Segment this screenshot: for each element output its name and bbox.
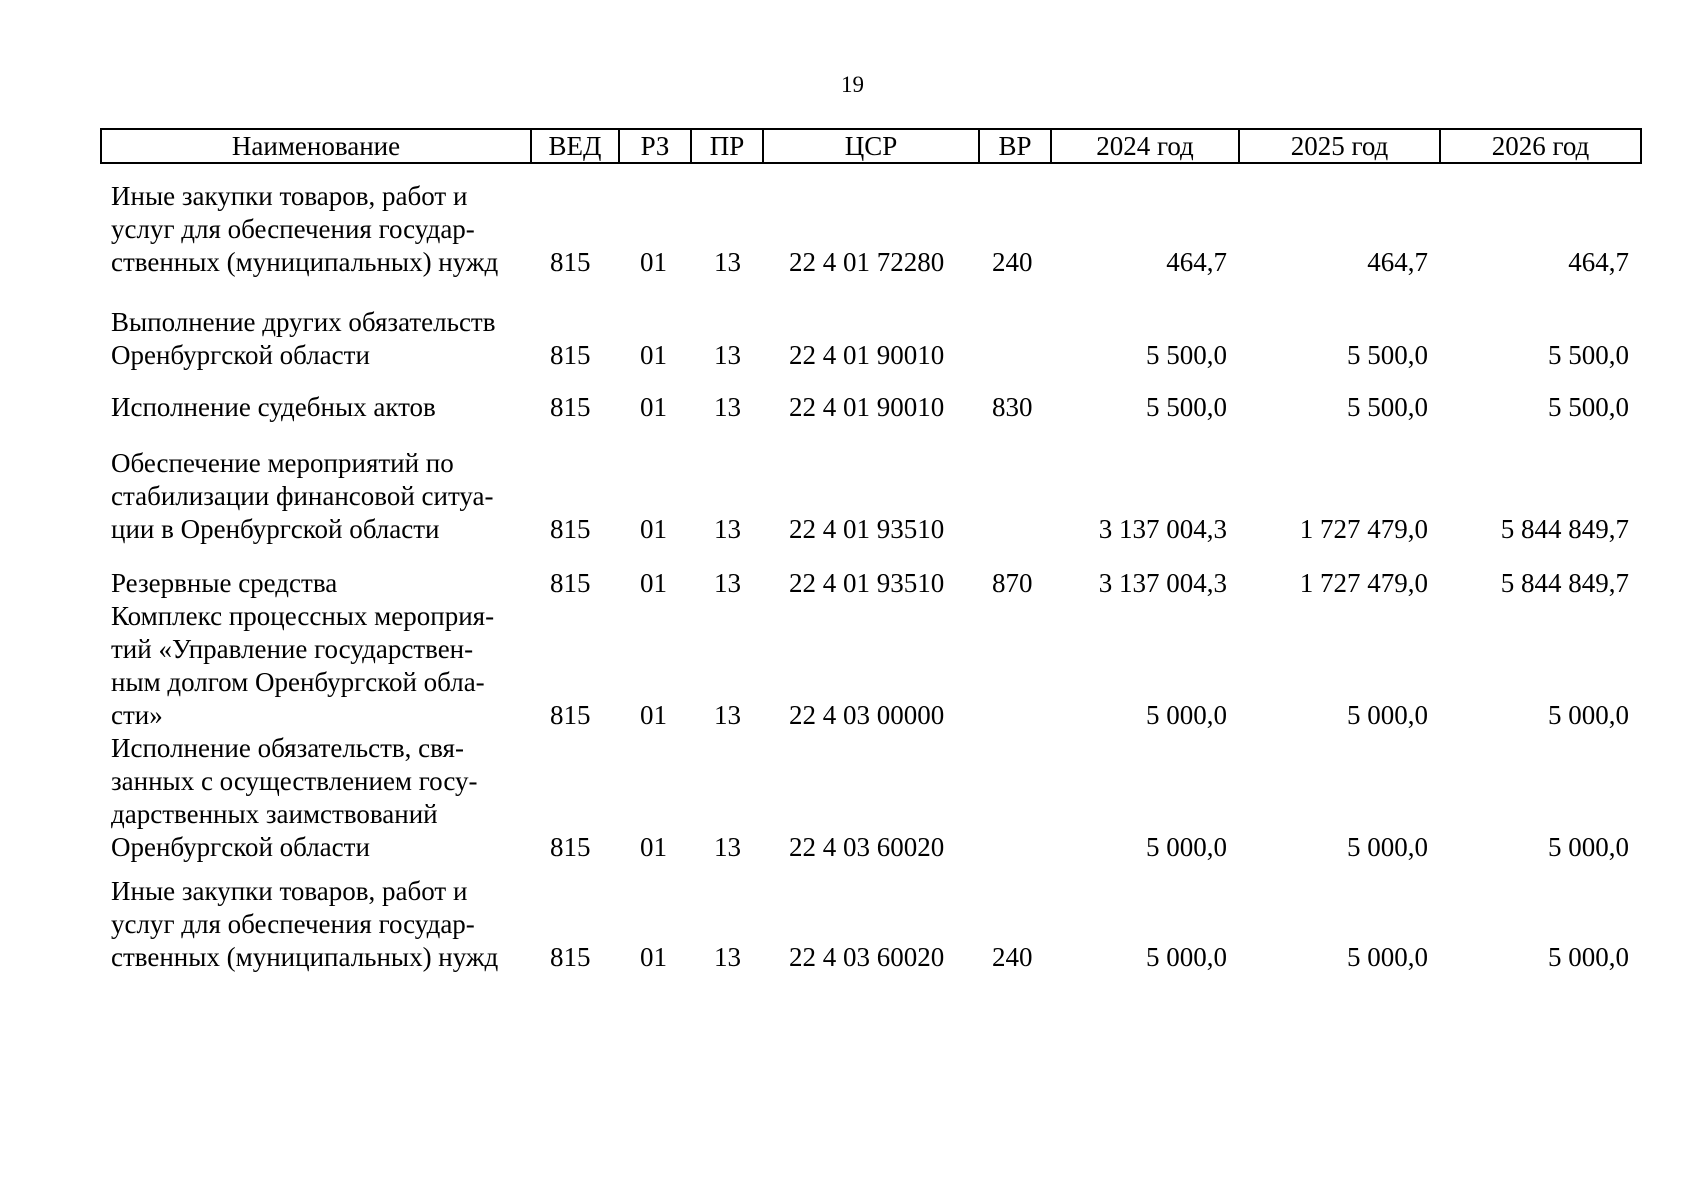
cell-pr: 13 (714, 392, 741, 422)
table-row (100, 372, 1640, 424)
column-header-vr: ВР (979, 129, 1051, 163)
cell-vr (978, 600, 1050, 732)
column-header-name: Наименование (101, 129, 531, 163)
column-header-ved: ВЕД (531, 129, 619, 163)
cell-rz: 01 (640, 700, 667, 730)
table-row (100, 546, 1640, 600)
row-name-line: Исполнение обязательств, свя- (111, 733, 464, 763)
cell-rz: 01 (640, 568, 667, 598)
cell-vr: 830 (992, 392, 1033, 422)
cell-2025: 5 500,0 (1347, 340, 1428, 370)
cell-2026: 5 000,0 (1548, 832, 1629, 862)
cell-rz: 01 (640, 392, 667, 422)
row-name-line: Исполнение судебных актов (111, 392, 436, 422)
header-row (101, 129, 1641, 163)
cell-pr: 13 (714, 568, 741, 598)
cell-2024: 5 000,0 (1146, 832, 1227, 862)
budget-table (100, 180, 1640, 974)
cell-2026: 5 500,0 (1548, 392, 1629, 422)
row-name (100, 279, 530, 372)
cell-csr: 22 4 03 00000 (789, 700, 945, 730)
cell-rz: 01 (640, 514, 667, 544)
row-name-line: Иные закупки товаров, работ и (111, 181, 468, 211)
cell-ved: 815 (550, 832, 591, 862)
cell-2024: 5 500,0 (1146, 392, 1227, 422)
table-row (100, 424, 1640, 546)
row-name-line: Обеспечение мероприятий по (111, 448, 454, 478)
cell-2026: 5 500,0 (1548, 340, 1629, 370)
cell-csr: 22 4 01 93510 (789, 568, 945, 598)
row-name (100, 424, 530, 546)
cell-2025: 1 727 479,0 (1299, 514, 1428, 544)
row-name (100, 732, 530, 864)
cell-ved: 815 (550, 700, 591, 730)
row-name-line: сти» (111, 700, 163, 730)
cell-ved: 815 (550, 247, 591, 277)
cell-2025: 5 000,0 (1347, 700, 1428, 730)
cell-rz: 01 (640, 942, 667, 972)
cell-rz: 01 (640, 247, 667, 277)
cell-vr: 870 (992, 568, 1033, 598)
cell-2024: 464,7 (1166, 247, 1227, 277)
cell-csr: 22 4 03 60020 (789, 942, 945, 972)
cell-pr: 13 (714, 700, 741, 730)
row-name-line: дарственных заимствований (111, 799, 438, 829)
cell-rz: 01 (640, 340, 667, 370)
table-row (100, 180, 1640, 279)
column-header-2024: 2024 год (1051, 129, 1239, 163)
row-name-line: Комплекс процессных мероприя- (111, 601, 495, 631)
table-row (100, 732, 1640, 864)
cell-pr: 13 (714, 942, 741, 972)
column-header-2025: 2025 год (1239, 129, 1440, 163)
cell-ved: 815 (550, 568, 591, 598)
row-name-line: Оренбургской области (111, 832, 370, 862)
page-number: 19 (841, 72, 864, 97)
row-name-line: ственных (муниципальных) нужд (111, 942, 499, 972)
cell-vr (978, 424, 1050, 546)
cell-2025: 5 000,0 (1347, 832, 1428, 862)
row-name-line: стабилизации финансовой ситуа- (111, 481, 494, 511)
cell-2025: 5 000,0 (1347, 942, 1428, 972)
row-name-line: услуг для обеспечения государ- (111, 214, 475, 244)
cell-csr: 22 4 01 72280 (789, 247, 945, 277)
cell-pr: 13 (714, 247, 741, 277)
table-row (100, 600, 1640, 732)
table-header (100, 128, 1642, 164)
row-name (100, 372, 530, 424)
column-header-2026: 2026 год (1440, 129, 1641, 163)
row-name-line: ственных (муниципальных) нужд (111, 247, 499, 277)
cell-2024: 3 137 004,3 (1098, 568, 1227, 598)
cell-vr: 240 (992, 247, 1033, 277)
row-name (100, 864, 530, 974)
cell-vr: 240 (992, 942, 1033, 972)
cell-2025: 5 500,0 (1347, 392, 1428, 422)
cell-2024: 5 000,0 (1146, 700, 1227, 730)
cell-2024: 3 137 004,3 (1098, 514, 1227, 544)
cell-pr: 13 (714, 514, 741, 544)
row-name-line: Выполнение других обязательств (111, 307, 496, 337)
cell-vr (978, 279, 1050, 372)
row-name-line: Оренбургской области (111, 340, 370, 370)
cell-ved: 815 (550, 340, 591, 370)
cell-2025: 464,7 (1367, 247, 1428, 277)
cell-2026: 5 844 849,7 (1500, 514, 1629, 544)
cell-2024: 5 500,0 (1146, 340, 1227, 370)
table-row (100, 864, 1640, 974)
row-name-line: занных с осуществлением госу- (111, 766, 478, 796)
cell-csr: 22 4 01 90010 (789, 340, 945, 370)
row-name-line: ции в Оренбургской области (111, 514, 440, 544)
cell-csr: 22 4 01 93510 (789, 514, 945, 544)
cell-ved: 815 (550, 942, 591, 972)
row-name (100, 180, 530, 279)
cell-pr: 13 (714, 340, 741, 370)
column-header-pr: ПР (691, 129, 763, 163)
row-name-line: услуг для обеспечения государ- (111, 909, 475, 939)
cell-rz: 01 (640, 832, 667, 862)
cell-2024: 5 000,0 (1146, 942, 1227, 972)
cell-csr: 22 4 01 90010 (789, 392, 945, 422)
row-name-line: Иные закупки товаров, работ и (111, 876, 468, 906)
cell-pr: 13 (714, 832, 741, 862)
cell-2026: 5 000,0 (1548, 700, 1629, 730)
column-header-rz: РЗ (619, 129, 691, 163)
column-header-csr: ЦСР (763, 129, 979, 163)
cell-2026: 464,7 (1568, 247, 1629, 277)
cell-vr (978, 732, 1050, 864)
cell-csr: 22 4 03 60020 (789, 832, 945, 862)
cell-ved: 815 (550, 392, 591, 422)
row-name-line: Резервные средства (111, 568, 338, 598)
row-name (100, 600, 530, 732)
cell-2026: 5 844 849,7 (1500, 568, 1629, 598)
table-row (100, 279, 1640, 372)
row-name-line: тий «Управление государствен- (111, 634, 474, 664)
cell-2026: 5 000,0 (1548, 942, 1629, 972)
cell-2025: 1 727 479,0 (1299, 568, 1428, 598)
row-name-line: ным долгом Оренбургской обла- (111, 667, 485, 697)
cell-ved: 815 (550, 514, 591, 544)
row-name (100, 546, 530, 600)
